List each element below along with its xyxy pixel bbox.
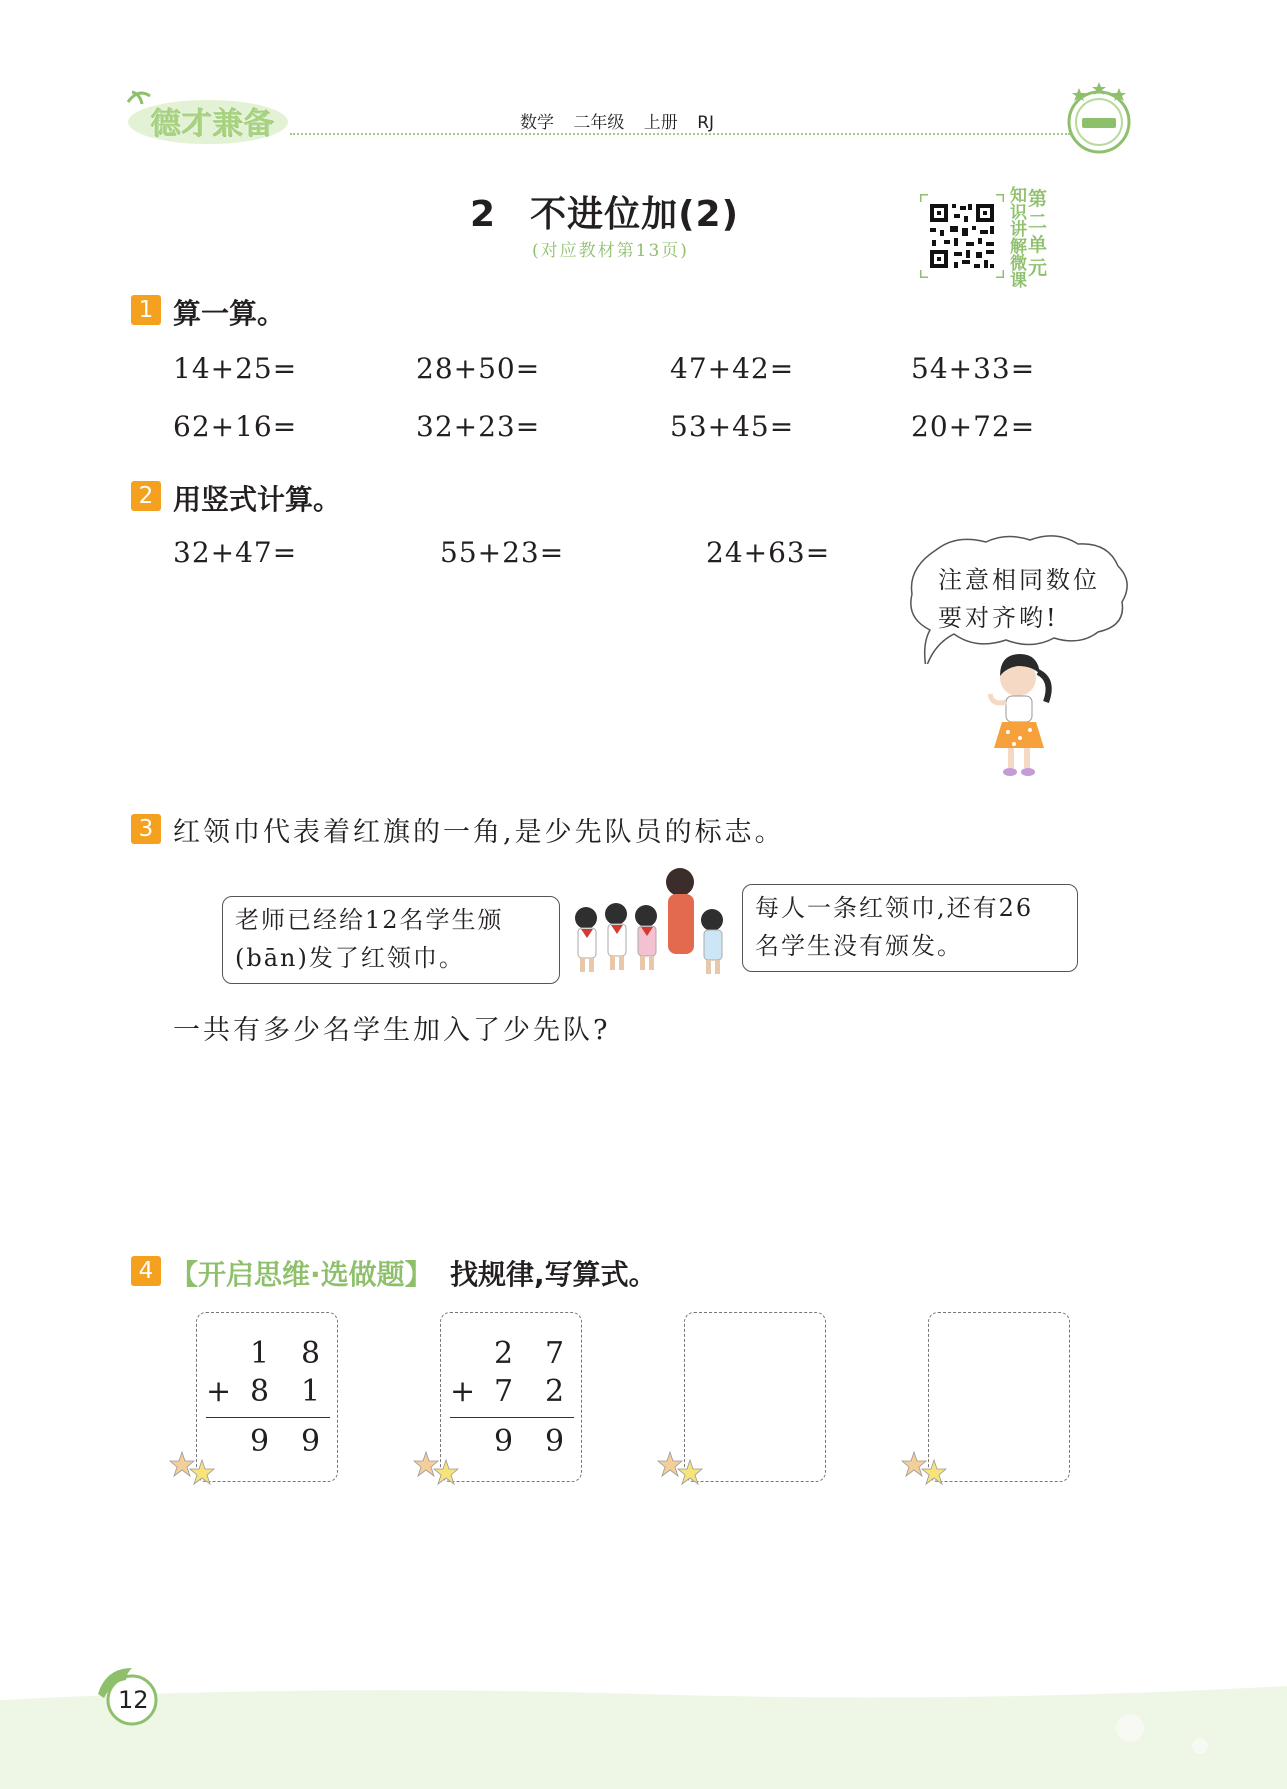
q2-expression: 55+23= [440, 536, 565, 569]
box1-sum-ones: 9 [301, 1424, 321, 1459]
teacher-speech-bubble [222, 896, 560, 984]
bubble-right-line-1: 每人一条红领巾,还有26 [755, 894, 1034, 922]
lesson-subtitle: (对应教材第13页) [532, 241, 689, 261]
question-2-title: 用竖式计算。 [173, 483, 342, 516]
box1-tens-bottom: 8 [250, 1374, 270, 1409]
box2-tens-top: 2 [494, 1336, 514, 1371]
student-speech-bubble [742, 884, 1078, 972]
star-icon [412, 1450, 464, 1488]
question-3-number: 3 [131, 814, 161, 844]
box1-plus-sign: + [206, 1374, 232, 1409]
tip-line-2: 要对齐哟! [938, 604, 1059, 632]
bubble-left-line-1: 老师已经给12名学生颁 [235, 906, 504, 934]
bubble-right-line-2: 名学生没有颁发。 [755, 932, 963, 960]
lesson-number: 2 [470, 194, 497, 235]
tip-line-1: 注意相同数位 [938, 566, 1100, 594]
lesson-title [470, 186, 739, 237]
box2-sum-ones: 9 [545, 1424, 565, 1459]
q1-expression: 53+45= [670, 410, 795, 443]
question-3-prompt: 一共有多少名学生加入了少先队? [173, 1015, 611, 1046]
box1-sum-line [206, 1417, 330, 1418]
q1-expression: 62+16= [173, 410, 298, 443]
unit-label: 第二单元 [1028, 188, 1048, 279]
qr-label: 知识讲解微课 [1010, 186, 1027, 291]
box2-sum-tens: 9 [494, 1424, 514, 1459]
students-with-teacher-illustration [572, 866, 732, 986]
box2-ones-top: 7 [545, 1336, 565, 1371]
box1-tens-top: 1 [250, 1336, 270, 1371]
box1-ones-bottom: 1 [301, 1374, 321, 1409]
footer-band [0, 1680, 1287, 1789]
header-info: 数学 二年级 上册 RJ [520, 113, 715, 133]
q1-expression: 28+50= [416, 352, 541, 385]
question-1-title: 算一算。 [173, 297, 286, 330]
box2-sum-line [450, 1417, 574, 1418]
question-4-title: 找规律,写算式。 [450, 1258, 657, 1291]
question-4-tag: 【开启思维·选做题】 [170, 1258, 433, 1291]
brand-logo-text: 德才兼备 [150, 106, 274, 141]
question-4-number: 4 [131, 1256, 161, 1286]
q2-expression: 32+47= [173, 536, 298, 569]
box1-ones-top: 8 [301, 1336, 321, 1371]
star-icon [900, 1450, 952, 1488]
q1-expression: 32+23= [416, 410, 541, 443]
box2-plus-sign: + [450, 1374, 476, 1409]
girl-illustration [978, 652, 1062, 780]
bubble-left-line-2: (bān)发了红领巾。 [235, 944, 465, 972]
brand-seal-logo [1062, 78, 1136, 162]
lesson-title-text: 不进位加(2) [530, 194, 740, 235]
page-number: 12 [118, 1686, 149, 1714]
header-divider [290, 133, 1070, 135]
question-1-number: 1 [131, 295, 161, 325]
q2-expression: 24+63= [706, 536, 831, 569]
question-3-title: 红领巾代表着红旗的一角,是少先队员的标志。 [173, 817, 785, 848]
star-icon [168, 1450, 220, 1488]
question-2-number: 2 [131, 481, 161, 511]
q1-expression: 47+42= [670, 352, 795, 385]
q1-expression: 14+25= [173, 352, 298, 385]
box2-ones-bottom: 2 [545, 1374, 565, 1409]
q1-expression: 54+33= [911, 352, 1036, 385]
q1-expression: 20+72= [911, 410, 1036, 443]
star-icon [656, 1450, 708, 1488]
box1-sum-tens: 9 [250, 1424, 270, 1459]
qr-code-icon[interactable] [920, 194, 1004, 278]
box2-tens-bottom: 7 [494, 1374, 514, 1409]
